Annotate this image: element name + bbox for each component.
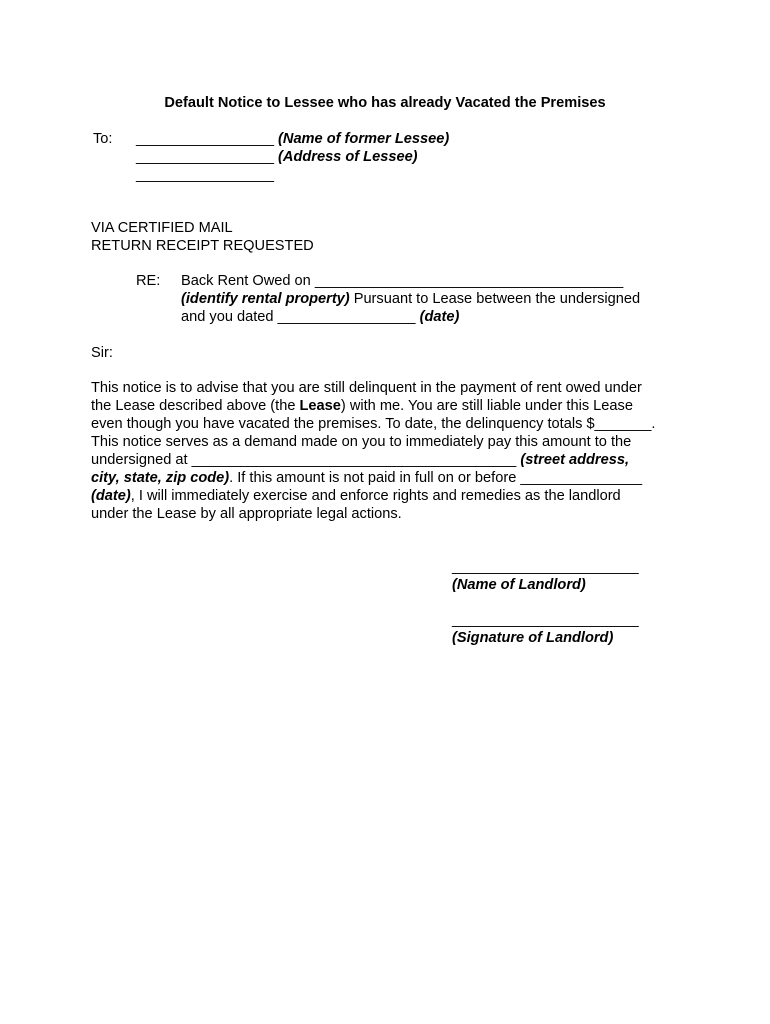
to-label: To: — [93, 131, 113, 147]
lease-date-blank: _________________ — [277, 309, 416, 325]
delivery-method: VIA CERTIFIED MAIL — [91, 220, 233, 236]
lessee-address-line — [136, 148, 418, 166]
landlord-name-label: (Name of Landlord) — [452, 577, 586, 593]
body-paragraph — [91, 379, 691, 523]
salutation: Sir: — [91, 345, 113, 361]
body-line — [91, 451, 691, 469]
former-lessee-name-blank: _________________ — [136, 131, 274, 147]
body-line — [91, 397, 691, 415]
dated-text: and you dated — [181, 309, 278, 325]
lease-defined-term: Lease — [299, 398, 341, 414]
rental-property-blank: ______________________________________ — [314, 273, 624, 289]
landlord-signature-label: (Signature of Landlord) — [452, 630, 614, 646]
return-receipt: RETURN RECEIPT REQUESTED — [91, 238, 314, 254]
payment-date-label: (date) — [91, 488, 131, 504]
street-address-label: (street address, — [520, 452, 630, 468]
body-line: This notice serves as a demand made on you to immediately pay this amount to the — [91, 434, 632, 450]
pursuant-to-lease-text: Pursuant to Lease between the undersigned — [349, 291, 641, 307]
body-line — [91, 469, 691, 487]
lessee-address-blank: _________________ — [136, 149, 274, 165]
former-lessee-name-line — [136, 130, 449, 148]
re-label: RE: — [136, 273, 161, 289]
body-text: , I will immediately exercise and enforce rights and remedies as the landlord — [130, 488, 621, 504]
body-text: . If this amount is not paid in full on or before _______________ — [229, 470, 643, 486]
body-line — [91, 487, 691, 505]
body-text: ) with me. You are still liable under this Lease — [340, 398, 633, 414]
lease-date-label: (date) — [415, 309, 460, 325]
landlord-name-blank: _______________________ — [452, 559, 639, 575]
lessee-address-line-2: _________________ — [136, 167, 274, 183]
body-text: the Lease described above (the — [91, 398, 300, 414]
body-text: undersigned at ________________________________________ — [91, 452, 521, 468]
lessee-address-label: (Address of Lessee) — [278, 149, 418, 165]
re-line-1 — [181, 272, 623, 290]
back-rent-text: Back Rent Owed on — [181, 273, 315, 289]
landlord-signature-blank: _______________________ — [452, 612, 639, 628]
document-title: Default Notice to Lessee who has already Vacated the Premises — [164, 95, 606, 111]
body-line: under the Lease by all appropriate legal actions. — [91, 506, 402, 522]
re-line-2 — [181, 290, 640, 308]
body-line: This notice is to advise that you are still delinquent in the payment of rent owed under — [91, 380, 642, 396]
city-state-zip-label: city, state, zip code) — [91, 470, 230, 486]
re-line-3 — [181, 308, 459, 326]
body-line: even though you have vacated the premises. To date, the delinquency totals $_______. — [91, 416, 656, 432]
identify-rental-property-label: (identify rental property) — [181, 291, 350, 307]
former-lessee-name-label: (Name of former Lessee) — [278, 131, 450, 147]
